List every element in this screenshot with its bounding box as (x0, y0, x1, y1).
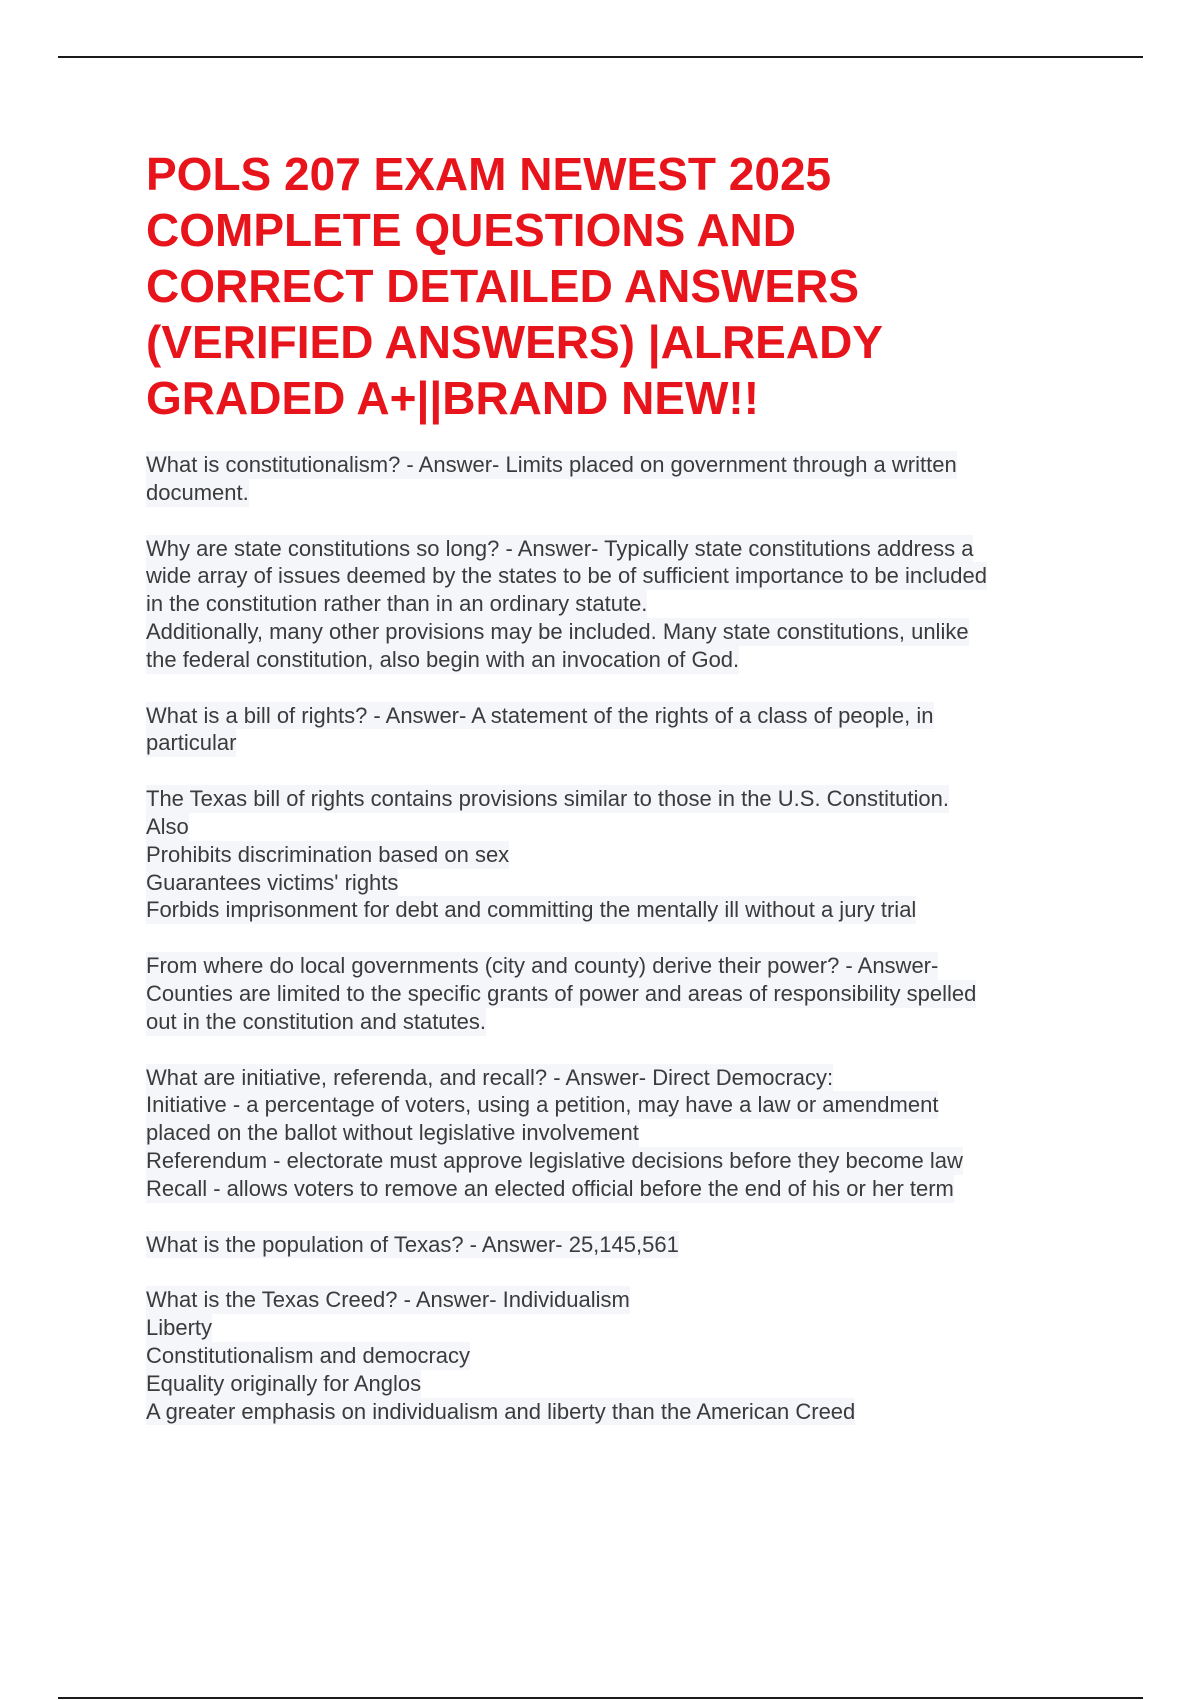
qa-line: out in the constitution and statutes. (146, 1008, 487, 1034)
title-line: GRADED A+||BRAND NEW!! (146, 372, 760, 424)
qa-line: document. (146, 479, 249, 505)
qa-line: What are initiative, referenda, and recall? - Answer- Direct Democracy: (146, 1064, 834, 1090)
qa-line: in the constitution rather than in an ordinary statute. (146, 591, 648, 617)
qa-item (146, 535, 1086, 674)
qa-line: particular (146, 730, 237, 756)
qa-line: placed on the ballot without legislative involvement (146, 1120, 639, 1146)
qa-line: Referendum - electorate must approve legislative decisions before they become law (146, 1147, 963, 1173)
qa-item (146, 451, 1086, 507)
title-line: POLS 207 EXAM NEWEST 2025 (146, 148, 832, 200)
footer-rule (58, 1697, 1143, 1699)
qa-list (146, 451, 1086, 1453)
qa-line: Constitutionalism and democracy (146, 1342, 471, 1368)
qa-item (146, 702, 1086, 758)
qa-line: Forbids imprisonment for debt and committing the mentally ill without a jury trial (146, 897, 917, 923)
qa-line: Guarantees victims' rights (146, 869, 399, 895)
qa-item (146, 1286, 1086, 1425)
qa-line: What is the population of Texas? - Answer- 25,145,561 (146, 1231, 679, 1257)
qa-line: Recall - allows voters to remove an elected official before the end of his or her term (146, 1175, 954, 1201)
qa-line: Liberty (146, 1315, 213, 1341)
title-line: CORRECT DETAILED ANSWERS (146, 260, 859, 312)
qa-line: Prohibits discrimination based on sex (146, 841, 510, 867)
qa-line: Why are state constitutions so long? - Answer- Typically state constitutions address a (146, 535, 974, 561)
qa-line: Additionally, many other provisions may be included. Many state constitutions, unlike (146, 618, 969, 644)
qa-item (146, 952, 1086, 1035)
qa-line: Counties are limited to the specific grants of power and areas of responsibility spelled (146, 980, 977, 1006)
qa-item (146, 1231, 1086, 1259)
qa-line: From where do local governments (city and county) derive their power? - Answer- (146, 953, 939, 979)
qa-line: What is constitutionalism? - Answer- Limits placed on government through a written (146, 452, 957, 477)
qa-line: the federal constitution, also begin with an invocation of God. (146, 646, 740, 672)
qa-item (146, 1064, 1086, 1203)
qa-line: What is the Texas Creed? - Answer- Individualism (146, 1287, 630, 1313)
qa-line: What is a bill of rights? - Answer- A statement of the rights of a class of people, in (146, 702, 934, 728)
title-line: (VERIFIED ANSWERS) |ALREADY (146, 316, 883, 368)
qa-line: The Texas bill of rights contains provisions similar to those in the U.S. Constitution. (146, 786, 949, 812)
document-title (146, 146, 1106, 426)
header-rule (58, 56, 1143, 58)
qa-line: A greater emphasis on individualism and liberty than the American Creed (146, 1398, 856, 1424)
title-line: COMPLETE QUESTIONS AND (146, 204, 796, 256)
qa-item (146, 785, 1086, 924)
qa-line: Initiative - a percentage of voters, using a petition, may have a law or amendment (146, 1092, 939, 1118)
qa-line: Equality originally for Anglos (146, 1370, 422, 1396)
qa-line: wide array of issues deemed by the states to be of sufficient importance to be included (146, 563, 987, 589)
qa-line: Also (146, 813, 189, 839)
